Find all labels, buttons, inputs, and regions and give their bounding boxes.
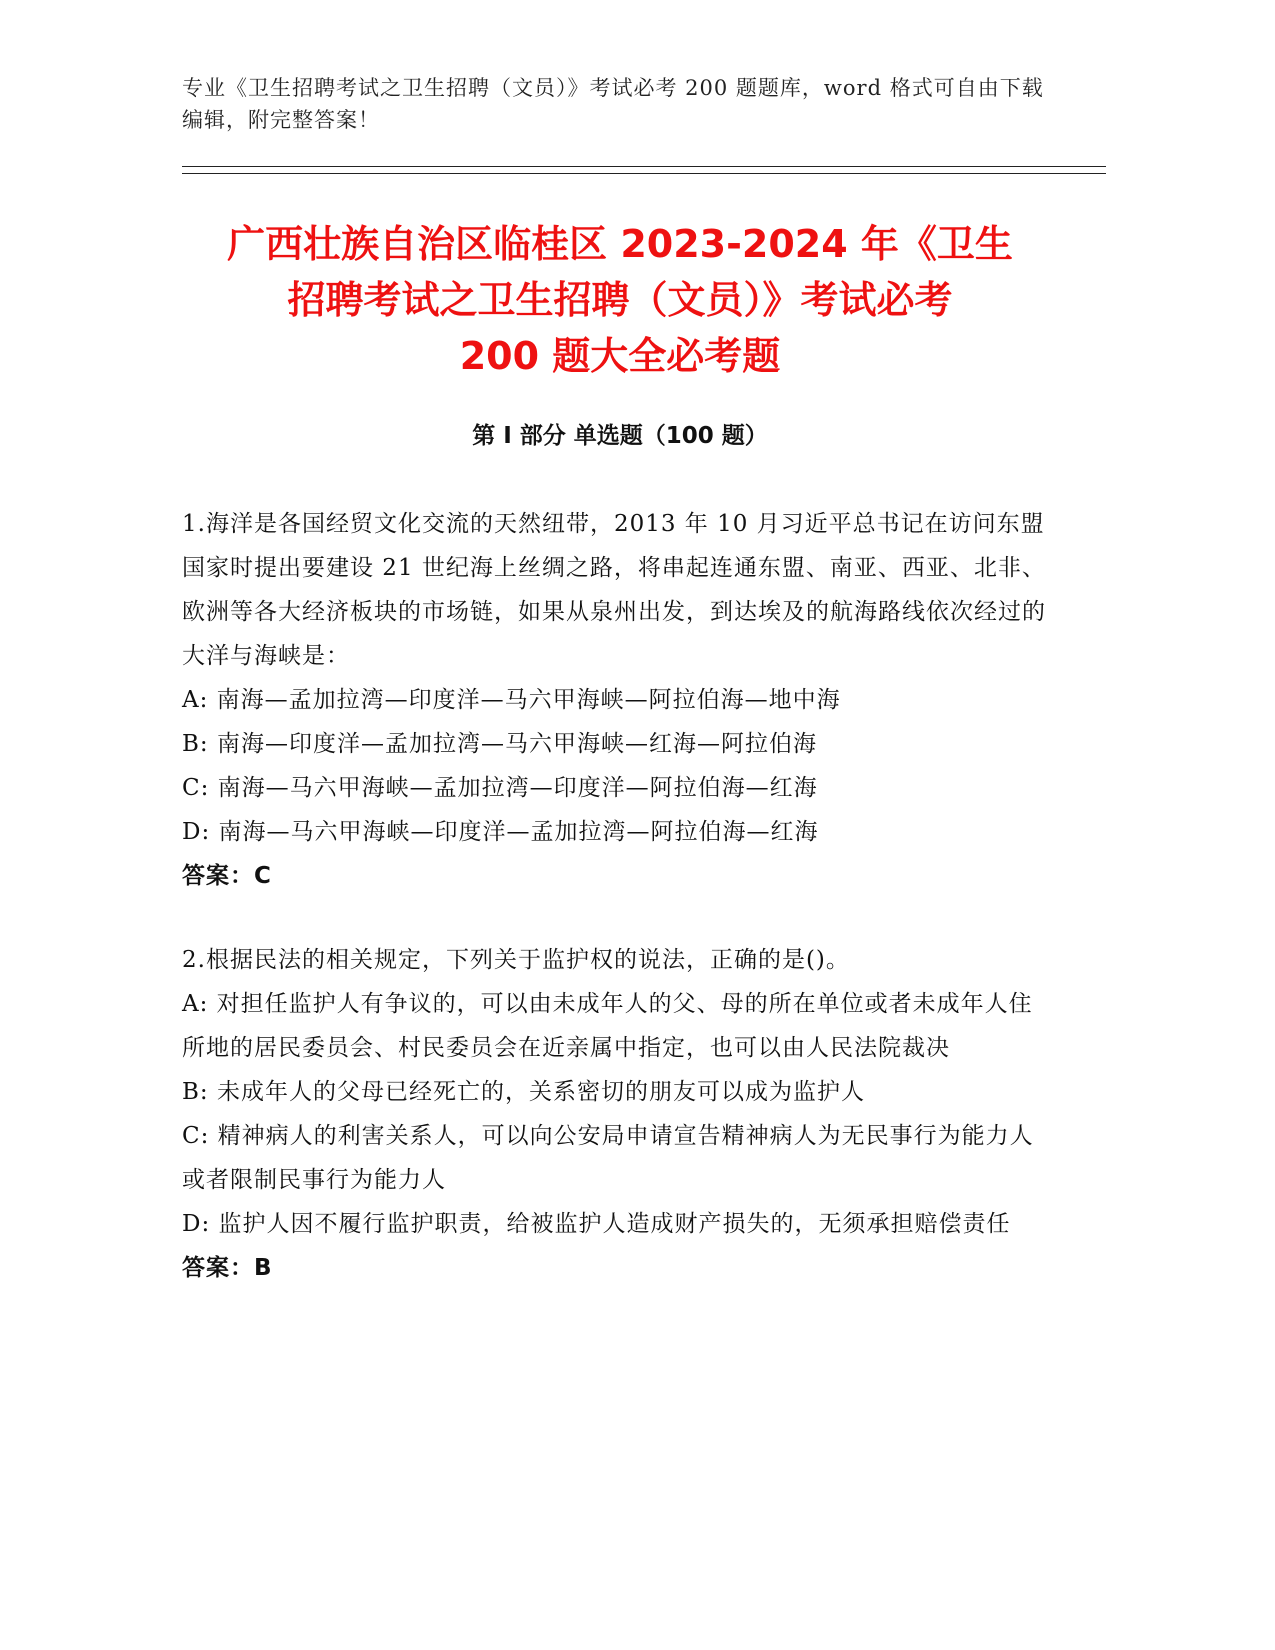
question-stem: 1.海洋是各国经贸文化交流的天然纽带，2013 年 10 月习近平总书记在访问东盟国家时提出要建设 21 世纪海上丝绸之路，将串起连通东盟、南亚、西亚、北非、欧洲等各大经济板块的市场链，如果从泉州出发，到达埃及的航海路线依次经过的大洋与海峡是：: [182, 511, 1046, 669]
option-b: B: 南海—印度洋—孟加拉湾—马六甲海峡—红海—阿拉伯海: [182, 731, 817, 757]
option-a: A: 对担任监护人有争议的，可以由未成年人的父、母的所在单位或者未成年人住所地的居民委员会、村民委员会在近亲属中指定，也可以由人民法院裁决: [182, 991, 1033, 1061]
header-divider-bottom: [182, 173, 1106, 174]
option-b: B: 未成年人的父母已经死亡的，关系密切的朋友可以成为监护人: [182, 1079, 865, 1105]
option-a: A: 南海—孟加拉湾—印度洋—马六甲海峡—阿拉伯海—地中海: [182, 687, 841, 713]
header-note: 专业《卫生招聘考试之卫生招聘（文员）》考试必考 200 题题库，word 格式可自由下载编辑，附完整答案！: [182, 76, 1044, 132]
option-c: C: 精神病人的利害关系人，可以向公安局申请宣告精神病人为无民事行为能力人或者限制民事行为能力人: [182, 1123, 1034, 1193]
answer: 答案：C: [182, 863, 272, 889]
document-title-line-3: 200 题大全必考题: [459, 334, 781, 378]
document-title: [150, 216, 1090, 384]
question-stem: 2.根据民法的相关规定，下列关于监护权的说法，正确的是()。: [182, 947, 850, 973]
option-c: C: 南海—马六甲海峡—孟加拉湾—印度洋—阿拉伯海—红海: [182, 775, 818, 801]
option-d: D: 南海—马六甲海峡—印度洋—孟加拉湾—阿拉伯海—红海: [182, 819, 819, 845]
document-title-line-1: 广西壮族自治区临桂区 2023-2024 年《卫生: [227, 222, 1013, 266]
answer: 答案：B: [182, 1255, 273, 1281]
question-2: [182, 938, 1052, 1290]
section-heading: 第 I 部分 单选题（100 题）: [472, 423, 768, 449]
header-divider-top: [182, 166, 1106, 167]
question-1: [182, 502, 1052, 898]
document-title-line-2: 招聘考试之卫生招聘（文员）》考试必考: [287, 278, 953, 322]
option-d: D: 监护人因不履行监护职责，给被监护人造成财产损失的，无须承担赔偿责任: [182, 1211, 1011, 1237]
